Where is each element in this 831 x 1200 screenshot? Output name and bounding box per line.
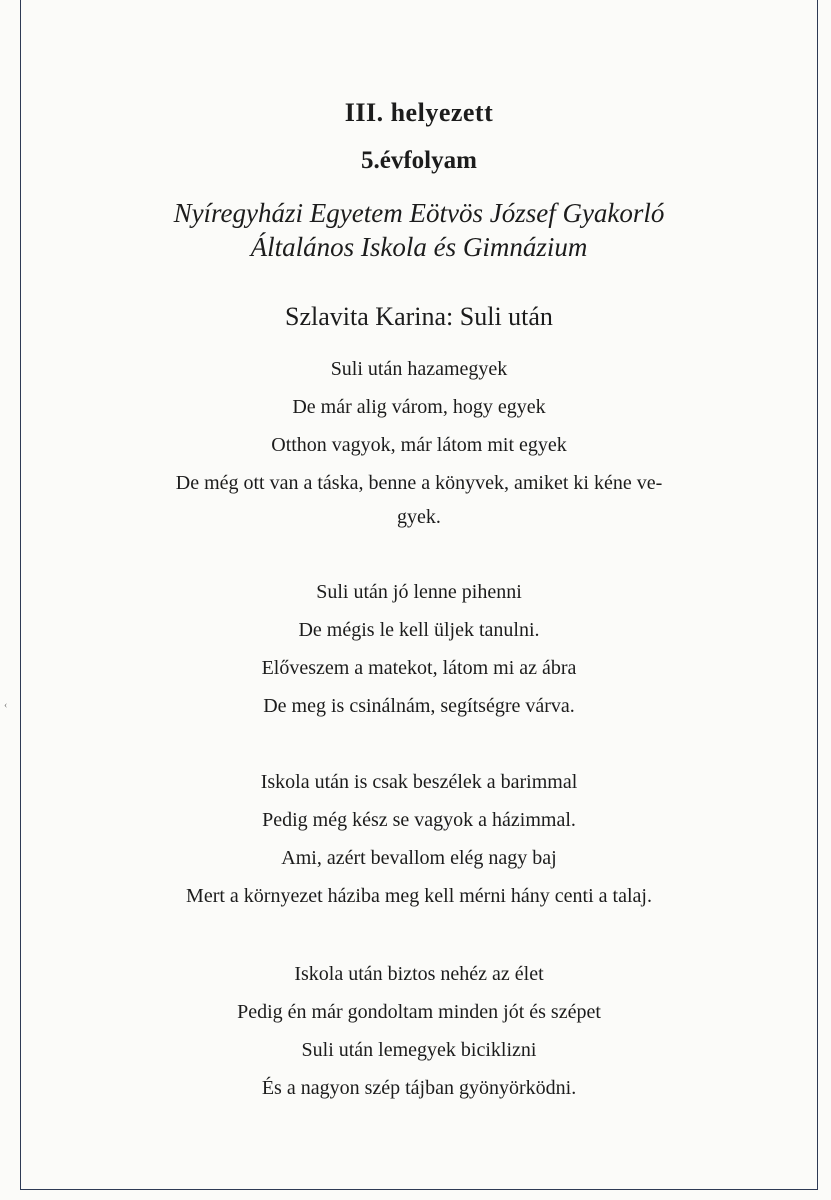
school-name-line-1: Nyíregyházi Egyetem Eötvös József Gyakorló (173, 198, 665, 228)
poem-line: És a nagyon szép tájban gyönyörködni. (261, 1077, 577, 1099)
poem-line: Pedig még kész se vagyok a házimmal. (262, 809, 576, 831)
poem-line: De meg is csinálnám, segítségre várva. (263, 695, 575, 717)
school-name-line-2: Általános Iskola és Gimnázium (250, 232, 588, 262)
poem-line: Ami, azért bevallom elég nagy baj (281, 847, 557, 869)
school-name (20, 196, 818, 264)
poem-line: Előveszem a matekot, látom mi az ábra (261, 657, 577, 679)
poem-line: Mert a környezet háziba meg kell mérni hány centi a talaj. (186, 885, 652, 907)
grade-heading: 5.évfolyam (361, 147, 477, 174)
poem-line: De már alig várom, hogy egyek (292, 396, 546, 418)
poem-line: Suli után jó lenne pihenni (316, 581, 522, 603)
poem-title: Szlavita Karina: Suli után (285, 302, 553, 331)
poem-line: Pedig én már gondoltam minden jót és szépet (237, 1001, 601, 1023)
poem-line: De mégis le kell üljek tanulni. (298, 619, 540, 641)
poem-line: Suli után lemegyek biciklizni (301, 1039, 537, 1061)
poem-line: Suli után hazamegyek (330, 358, 508, 380)
poem-line: De még ott van a táska, benne a könyvek, amiket ki kéne ve- (175, 472, 663, 494)
stanza-4 (20, 955, 818, 1107)
stanza-2 (20, 573, 818, 725)
poem-line: gyek. (397, 506, 441, 528)
poem-line: Otthon vagyok, már látom mit egyek (271, 434, 567, 456)
stanza-1 (20, 350, 818, 532)
stanza-3 (20, 763, 818, 915)
poem-line: Iskola után biztos nehéz az élet (294, 963, 544, 985)
poem-line: Iskola után is csak beszélek a barimmal (260, 771, 578, 793)
place-heading: III. helyezett (344, 98, 494, 127)
margin-mark: ‹ (4, 700, 8, 711)
